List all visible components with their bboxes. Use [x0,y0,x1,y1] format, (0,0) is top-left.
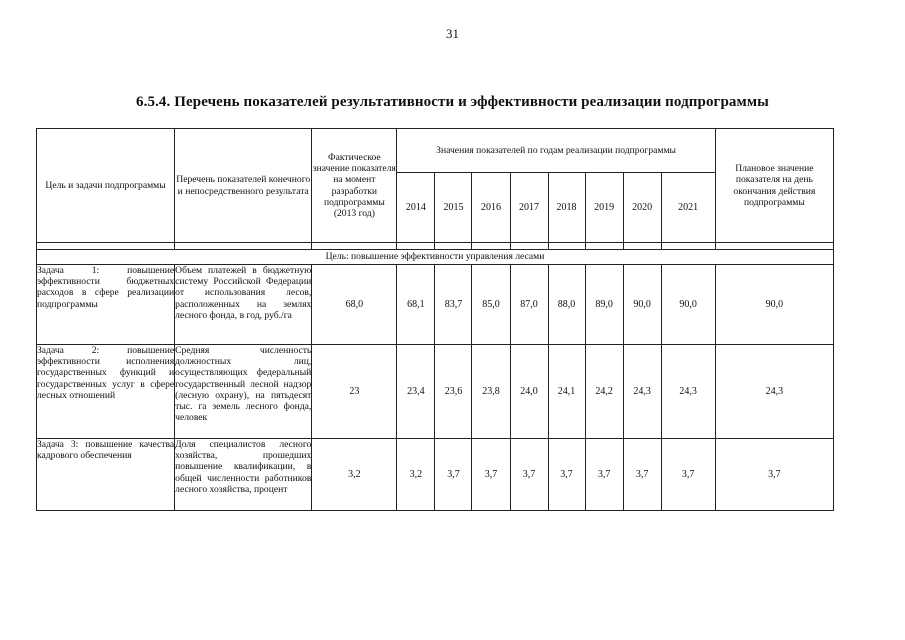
header-planned-value: Плановое значение показателя на день окончания действия подпрограммы [715,129,833,243]
year-value-cell: 24,2 [585,345,623,439]
planned-value-cell: 24,3 [715,345,833,439]
task-cell: Задача 2: повышение эффективности исполнения государственных функций и государственных услуг в сфере лесных отношений [37,345,175,439]
year-value-cell: 3,7 [585,439,623,511]
planned-value-cell: 3,7 [715,439,833,511]
year-header: 2019 [585,173,623,243]
table-row [37,345,834,439]
spacer-cell [715,243,833,250]
year-header: 2015 [435,173,472,243]
header-indicators: Перечень показателей конечного и непосредственного результата [175,129,312,243]
actual-value-cell: 23 [312,345,397,439]
year-header: 2017 [510,173,548,243]
indicator-cell: Доля специалистов лесного хозяйства, прошедших повышение квалификации, в общей численности работников лесного хозяйства, процент [175,439,312,511]
planned-value-cell: 90,0 [715,265,833,345]
year-value-cell: 3,7 [548,439,585,511]
actual-value-cell: 3,2 [312,439,397,511]
task-cell: Задача 1: повышение эффективности бюджетных расходов в сфере реализации подпрограммы [37,265,175,345]
year-header: 2021 [661,173,715,243]
year-value-cell: 3,7 [510,439,548,511]
spacer-cell [548,243,585,250]
spacer-cell [510,243,548,250]
year-value-cell: 3,7 [661,439,715,511]
spacer-cell [397,243,435,250]
year-value-cell: 83,7 [435,265,472,345]
year-header: 2020 [623,173,661,243]
spacer-cell [585,243,623,250]
year-value-cell: 3,2 [397,439,435,511]
spacer-cell [37,243,175,250]
year-value-cell: 68,1 [397,265,435,345]
year-value-cell: 88,0 [548,265,585,345]
header-goals-tasks: Цель и задачи подпрограммы [37,129,175,243]
header-actual-value: Фактическое значение показателя на момент разработки подпрограммы (2013 год) [312,129,397,243]
year-value-cell: 89,0 [585,265,623,345]
year-value-cell: 90,0 [661,265,715,345]
spacer-cell [435,243,472,250]
year-header: 2016 [472,173,510,243]
spacer-cell [312,243,397,250]
year-value-cell: 87,0 [510,265,548,345]
spacer-cell [623,243,661,250]
spacer-cell [661,243,715,250]
section-title: 6.5.4. Перечень показателей результативности и эффективности реализации подпрограммы [136,94,769,110]
year-value-cell: 85,0 [472,265,510,345]
year-value-cell: 23,6 [435,345,472,439]
table-row [37,439,834,511]
year-value-cell: 3,7 [623,439,661,511]
year-value-cell: 24,0 [510,345,548,439]
year-header: 2014 [397,173,435,243]
page-number: 31 [446,26,459,41]
actual-value-cell: 68,0 [312,265,397,345]
year-value-cell: 24,3 [661,345,715,439]
year-value-cell: 23,4 [397,345,435,439]
goal-row: Цель: повышение эффективности управления лесами [37,250,834,265]
year-value-cell: 24,3 [623,345,661,439]
year-value-cell: 3,7 [472,439,510,511]
task-cell: Задача 3: повышение качества кадрового обеспечения [37,439,175,511]
spacer-cell [472,243,510,250]
year-value-cell: 3,7 [435,439,472,511]
header-years-group: Значения показателей по годам реализации подпрограммы [397,129,715,173]
indicators-table [36,128,834,511]
spacer-cell [175,243,312,250]
year-value-cell: 90,0 [623,265,661,345]
year-value-cell: 23,8 [472,345,510,439]
table-row [37,265,834,345]
indicator-cell: Средняя численность должностных лиц, осуществляющих федеральный государственный лесной надзор (лесную охрану), на пятьдесят тыс. га земель лесного фонда, человек [175,345,312,439]
year-value-cell: 24,1 [548,345,585,439]
year-header: 2018 [548,173,585,243]
indicator-cell: Объем платежей в бюджетную систему Российской Федерации от использования лесов, расположенных на землях лесного фонда, в год, руб./га [175,265,312,345]
